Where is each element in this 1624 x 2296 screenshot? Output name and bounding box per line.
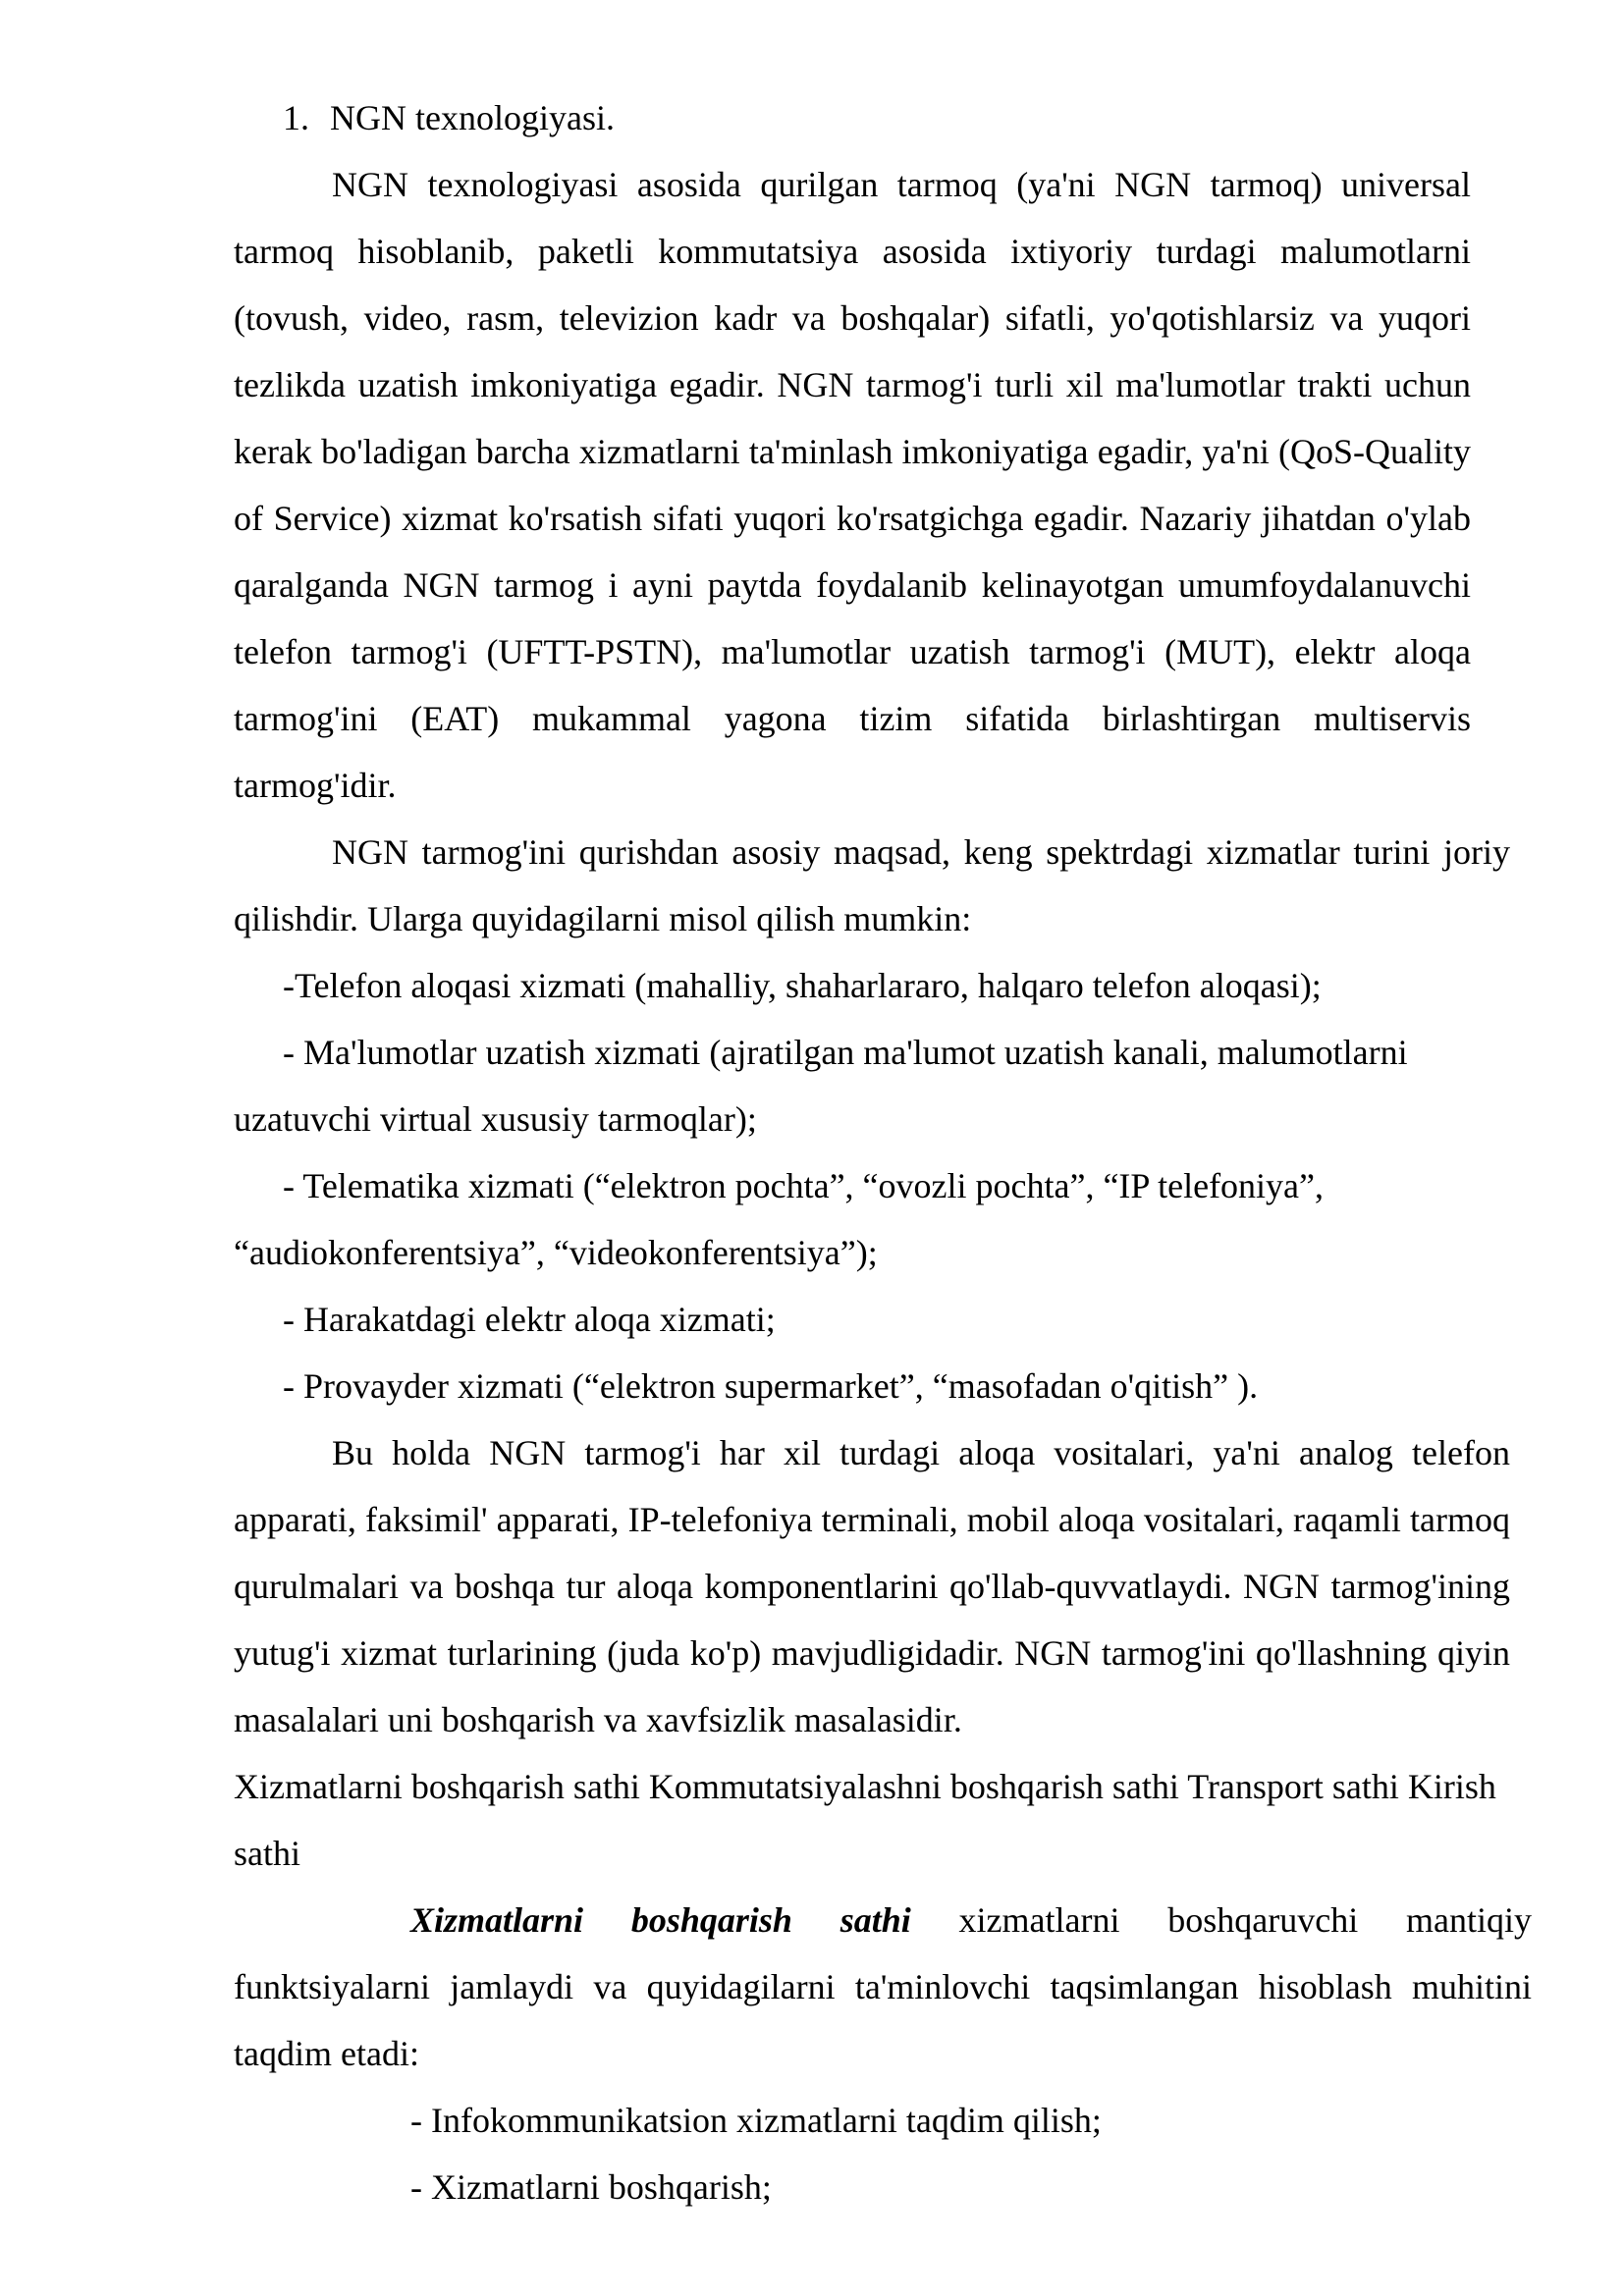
- paragraph-service-control-layer: [234, 1887, 1532, 2087]
- service-layer-description: xizmatlarni boshqaruvchi mantiqiy funktsiyalarni jamlaydi va quyidagilarni ta'minlovchi taqsimlangan hisoblash muhitini taqdim etadi:: [234, 1900, 1532, 2073]
- service-item-provider: - Provayder xizmati (“elektron supermarket”, “masofadan o'qitish” ).: [283, 1366, 1259, 1406]
- section-title: NGN texnologiyasi.: [330, 98, 615, 137]
- service-item-mobile: - Harakatdagi elektr aloqa xizmati;: [283, 1300, 776, 1339]
- paragraph-ngn-devices: Bu holda NGN tarmog'i har xil turdagi aloqa vositalari, ya'ni analog telefon apparati, faksimil' apparati, IP-telefoniya terminali, mobil aloqa vositalari, raqamli tarmoq qurulmalari va boshqa tur aloqa komponentlarini qo'llab-quvvatlaydi. NGN tarmog'ining yutug'i xizmat turlarining (juda ko'p) mavjudligidadir. NGN tarmog'ini qo'llashning qiyin masalalari uni boshqarish va xavfsizlik masalasidir.: [234, 1433, 1510, 1739]
- paragraph-ngn-goal: NGN tarmog'ini qurishdan asosiy maqsad, keng spektrdagi xizmatlar turini joriy qilishdir. Ularga quyidagilarni misol qilish mumkin:: [234, 832, 1510, 938]
- section-number: 1.: [283, 98, 309, 137]
- service-item-telephone: -Telefon aloqasi xizmati (mahalliy, shaharlararo, halqaro telefon aloqasi);: [283, 966, 1322, 1005]
- function-item-manage: - Xizmatlarni boshqarish;: [410, 2167, 772, 2207]
- function-item-provide: - Infokommunikatsion xizmatlarni taqdim qilish;: [410, 2101, 1102, 2140]
- service-layer-term: Xizmatlarni boshqarish sathi: [410, 1900, 911, 1940]
- paragraph-ngn-definition: NGN texnologiyasi asosida qurilgan tarmoq (ya'ni NGN tarmoq) universal tarmoq hisoblanib, paketli kommutatsiya asosida ixtiyoriy turdagi malumotlarni (tovush, video, rasm, televizion kadr va boshqalar) sifatli, yo'qotishlarsiz va yuqori tezlikda uzatish imkoniyatiga egadir. NGN tarmog'i turli xil ma'lumotlar trakti uchun kerak bo'ladigan barcha xizmatlarni ta'minlash imkoniyatiga egadir, ya'ni (QoS-Quality of Service) xizmat ko'rsatish sifati yuqori ko'rsatgichga egadir. Nazariy jihatdan o'ylab qaralganda NGN tarmog i ayni paytda foydalanib kelinayotgan umumfoydalanuvchi telefon tarmog'i (UFTT-PSTN), ma'lumotlar uzatish tarmog'i (MUT), elektr aloqa tarmog'ini (EAT) mukammal yagona tizim sifatida birlashtirgan multiservis tarmog'idir.: [234, 165, 1471, 805]
- service-item-telematics: - Telematika xizmati (“elektron pochta”, “ovozli pochta”, “IP telefoniya”, “audiokonferentsiya”, “videokonferentsiya”);: [234, 1166, 1325, 1272]
- service-item-data: - Ma'lumotlar uzatish xizmati (ajratilgan ma'lumot uzatish kanali, malumotlarni uzatuvchi virtual xususiy tarmoqlar);: [234, 1033, 1408, 1139]
- section-heading: [283, 84, 615, 151]
- paragraph-layers-list: Xizmatlarni boshqarish sathi Kommutatsiyalashni boshqarish sathi Transport sathi Kirish sathi: [234, 1767, 1496, 1873]
